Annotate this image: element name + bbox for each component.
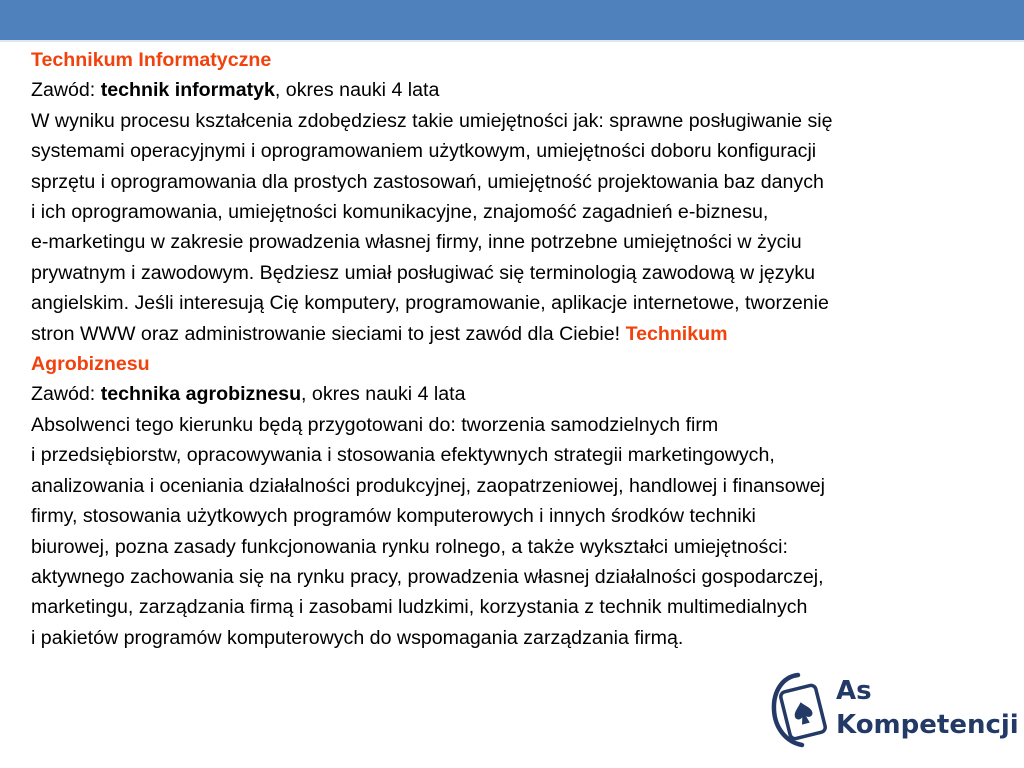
section1-last-line bbox=[31, 319, 1006, 349]
logo-line-kompetencji: Kompetencji bbox=[836, 710, 1019, 740]
section2-body-line: Absolwenci tego kierunku będą przygotowani do: tworzenia samodzielnych firm bbox=[31, 413, 719, 436]
slide-content bbox=[31, 45, 1006, 653]
section2-body-line: biurowej, pozna zasady funkcjonowania rynku rolnego, a także wykształci umiejętności: bbox=[31, 535, 788, 558]
section2-profession-suffix: , okres nauki 4 lata bbox=[301, 383, 466, 406]
section2-body-line: firmy, stosowania użytkowych programów komputerowych i innych środków techniki bbox=[31, 505, 756, 528]
section2-body-line: i przedsiębiorstw, opracowywania i stosowania efektywnych strategii marketingowych, bbox=[31, 444, 775, 467]
section2-profession-prefix: Zawód: bbox=[31, 383, 101, 406]
logo-line-as: As bbox=[836, 676, 872, 706]
ace-card-spade-icon bbox=[768, 668, 834, 752]
section2-body-line: i pakietów programów komputerowych do wspomagania zarządzania firmą. bbox=[31, 626, 684, 649]
section1-body-line: systemami operacyjnymi i oprogramowaniem użytkowym, umiejętności doboru konfiguracji bbox=[31, 140, 817, 163]
top-accent-bar bbox=[0, 0, 1024, 40]
section1-profession-prefix: Zawód: bbox=[31, 79, 101, 102]
section1-profession-suffix: , okres nauki 4 lata bbox=[274, 79, 440, 102]
section2-heading-part1: Technikum bbox=[625, 322, 728, 345]
section1-heading: Technikum Informatyczne bbox=[31, 49, 272, 71]
section1-profession-name: technik informatyk bbox=[100, 79, 275, 102]
top-accent-divider bbox=[0, 40, 1024, 42]
section2-body-line: marketingu, zarządzania firmą i zasobami ludzkimi, korzystania z technik multimedialnych bbox=[31, 596, 808, 619]
section2-heading-part2: Agrobiznesu bbox=[31, 353, 150, 376]
section1-body-line: angielskim. Jeśli interesują Cię komputery, programowanie, aplikacje internetowe, tworzenie bbox=[31, 292, 829, 315]
as-kompetencji-logo bbox=[768, 668, 1019, 752]
section2-profession-line bbox=[31, 379, 1006, 409]
section1-body-line: prywatnym i zawodowym. Będziesz umiał posługiwać się terminologią zawodową w języku bbox=[31, 261, 816, 284]
logo-wordmark bbox=[836, 674, 1019, 742]
section1-body-line: i ich oprogramowania, umiejętności komunikacyjne, znajomość zagadnień e-biznesu, bbox=[31, 201, 769, 224]
section1-body-line: sprzętu i oprogramowania dla prostych zastosowań, umiejętność projektowania baz danych bbox=[31, 170, 824, 193]
section1-profession-line bbox=[31, 75, 1006, 105]
section2-body-line: analizowania i oceniania działalności produkcyjnej, zaopatrzeniowej, handlowej i finansowej bbox=[31, 474, 826, 497]
section2-body-line: aktywnego zachowania się na rynku pracy, prowadzenia własnej działalności gospodarczej, bbox=[31, 565, 824, 588]
section1-body-line: e-marketingu w zakresie prowadzenia własnej firmy, inne potrzebne umiejętności w życiu bbox=[31, 231, 802, 254]
section1-body-line: stron WWW oraz administrowanie sieciami to jest zawód dla Ciebie! bbox=[31, 322, 626, 345]
section1-body-line: W wyniku procesu kształcenia zdobędziesz takie umiejętności jak: sprawne posługiwanie się bbox=[31, 109, 833, 132]
section2-profession-name: technika agrobiznesu bbox=[100, 383, 302, 406]
